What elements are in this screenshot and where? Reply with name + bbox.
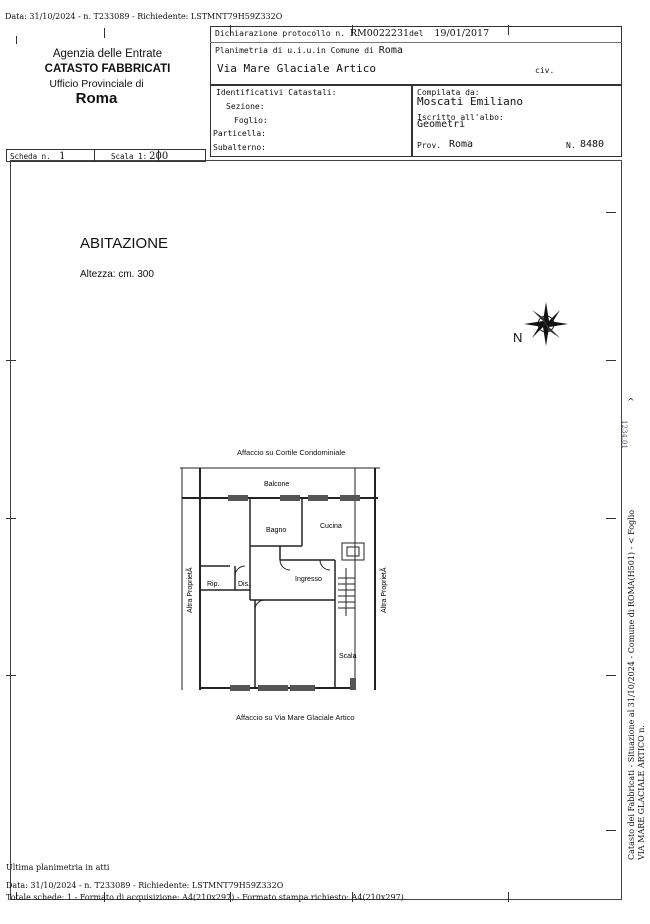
north-label: N <box>513 330 523 345</box>
drawing-title: ABITAZIONE <box>80 235 169 252</box>
footer-ultima: Ultima planimetria in atti <box>6 863 110 872</box>
prov-label: Prov. <box>417 141 442 150</box>
compilata-label: Compilata da: <box>417 88 480 97</box>
compass-icon <box>508 300 574 354</box>
subalterno-label: Subalterno: <box>213 143 266 152</box>
compilata-name: Moscati Emiliano <box>417 95 523 108</box>
identifiers-title: Identificativi Catastali: <box>216 88 337 97</box>
facing-bottom: Affaccio su Via Mare Glaciale Artico <box>236 713 355 722</box>
altra-proprieta-right: Altra ProprietÃ <box>381 567 388 613</box>
num-label: N. <box>566 141 576 150</box>
side-text-1: Catasto dei Fabbricati - Situazione al 31/10/2024 - Comune di ROMA(H501) - < Foglio <box>627 509 636 860</box>
room-balcone: Balcone <box>264 481 290 488</box>
room-bagno: Bagno <box>266 527 287 534</box>
protocol-line: Dichiarazione protocollo n. RM0022231del 19/01/2017 <box>215 28 490 39</box>
num-value: 8480 <box>580 139 605 150</box>
side-caret: ^ <box>627 398 635 408</box>
footer-request-line: Data: 31/10/2024 - n. T233089 - Richiedente: LSTMNT79H59Z332O <box>6 881 284 890</box>
room-ingresso: Ingresso <box>295 576 322 583</box>
address: Via Mare Glaciale Artico <box>217 62 376 75</box>
agency-department: CATASTO FABBRICATI <box>44 63 171 75</box>
agency-name: Agenzia delle Entrate <box>52 48 163 60</box>
civ-label: civ. <box>535 66 555 75</box>
comune-name: Roma <box>378 45 403 56</box>
room-dis: Dis. <box>238 581 251 588</box>
iscritto-label: Iscritto all'albo: <box>417 113 504 122</box>
agency-city: Roma <box>75 90 118 107</box>
floor-plan <box>180 468 388 698</box>
sezione-label: Sezione: <box>226 102 265 111</box>
scala-value: 200 <box>149 151 169 162</box>
iscritto-value: Geometri <box>417 119 466 130</box>
agency-block <box>20 48 195 107</box>
altra-proprieta-left: Altra ProprietÃ <box>187 567 194 613</box>
drawing-height: Altezza: cm. 300 <box>80 269 154 280</box>
room-scala: Scala <box>339 653 357 660</box>
room-rip: Rip. <box>207 581 220 588</box>
planimetria-line: Planimetria di u.i.u.in Comune di Roma <box>215 45 403 56</box>
protocol-date: 19/01/2017 <box>434 28 490 39</box>
prov-value: Roma <box>449 139 474 150</box>
room-cucina: Cucina <box>320 523 342 530</box>
scheda-field: Scheda n. 1 <box>10 151 66 162</box>
scala-field: Scala 1: 200 <box>111 151 169 162</box>
facing-top: Affaccio su Cortile Condominiale <box>237 448 346 457</box>
foglio-label: Foglio: <box>234 116 268 125</box>
side-text-2: VIA MARE GLACIALE ARTICO n. <box>637 725 646 860</box>
footer-format-line: Totale schede: 1 - Formato di acquisizione: A4(210x297) - Formato stampa richiesto: A4(210x297) <box>6 893 404 902</box>
top-request-line: Data: 31/10/2024 - n. T233089 - Richiedente: LSTMNT79H59Z332O <box>5 12 283 21</box>
side-mark: 1234.01 <box>620 420 628 449</box>
protocol-number: RM0022231 <box>349 28 410 39</box>
particella-label: Particella: <box>213 129 266 138</box>
agency-office: Ufficio Provinciale di <box>49 78 144 90</box>
scheda-number: 1 <box>59 151 66 162</box>
